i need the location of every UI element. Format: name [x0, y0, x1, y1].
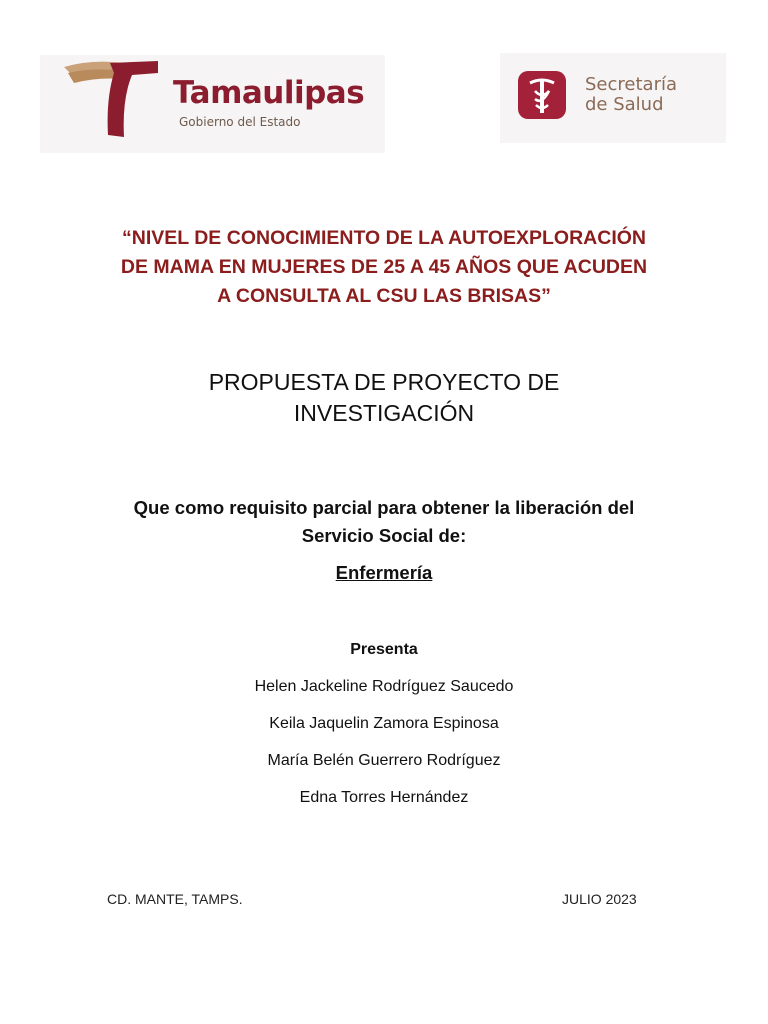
title-line-1: “NIVEL DE CONOCIMIENTO DE LA AUTOEXPLORACIÓN: [121, 227, 646, 249]
requirement-line-2: Servicio Social de:: [301, 525, 467, 546]
document-type-heading: [60, 367, 708, 429]
document-date: JULIO 2023: [562, 891, 637, 907]
document-place: CD. MANTE, TAMPS.: [107, 891, 243, 907]
subtitle-line-2: INVESTIGACIÓN: [293, 400, 475, 426]
author-list: [60, 677, 708, 825]
career-label: [60, 562, 708, 584]
salud-line: de Salud: [585, 94, 664, 115]
requirement-line-1: Que como requisito parcial para obtener la liberación del: [133, 497, 635, 518]
requirement-statement: [60, 494, 708, 550]
author-name: María Belén Guerrero Rodríguez: [267, 752, 501, 769]
author-name: Helen Jackeline Rodríguez Saucedo: [254, 678, 514, 695]
title-line-3: A CONSULTA AL CSU LAS BRISAS”: [217, 285, 551, 307]
caduceus-seal-icon: [516, 69, 570, 123]
title-line-2: DE MAMA EN MUJERES DE 25 A 45 AÑOS QUE ACUDEN: [120, 256, 648, 278]
secretaria-salud-logo: [500, 53, 726, 143]
presenta-heading: Presenta: [350, 641, 418, 658]
author-name: Edna Torres Hernández: [299, 789, 469, 806]
author-name: Keila Jaquelin Zamora Espinosa: [269, 715, 499, 732]
tamaulipas-emblem-icon: [62, 59, 162, 139]
subtitle-line-1: PROPUESTA DE PROYECTO DE: [208, 369, 560, 395]
research-title: [60, 224, 708, 311]
tamaulipas-brand: Tamaulipas: [173, 75, 365, 111]
secretaria-line: Secretaría: [585, 74, 677, 95]
career-name: Enfermería: [335, 562, 433, 583]
tamaulipas-subtitle: Gobierno del Estado: [179, 115, 301, 129]
secretaria-salud-name: [585, 75, 677, 115]
tamaulipas-logo: [40, 55, 385, 153]
